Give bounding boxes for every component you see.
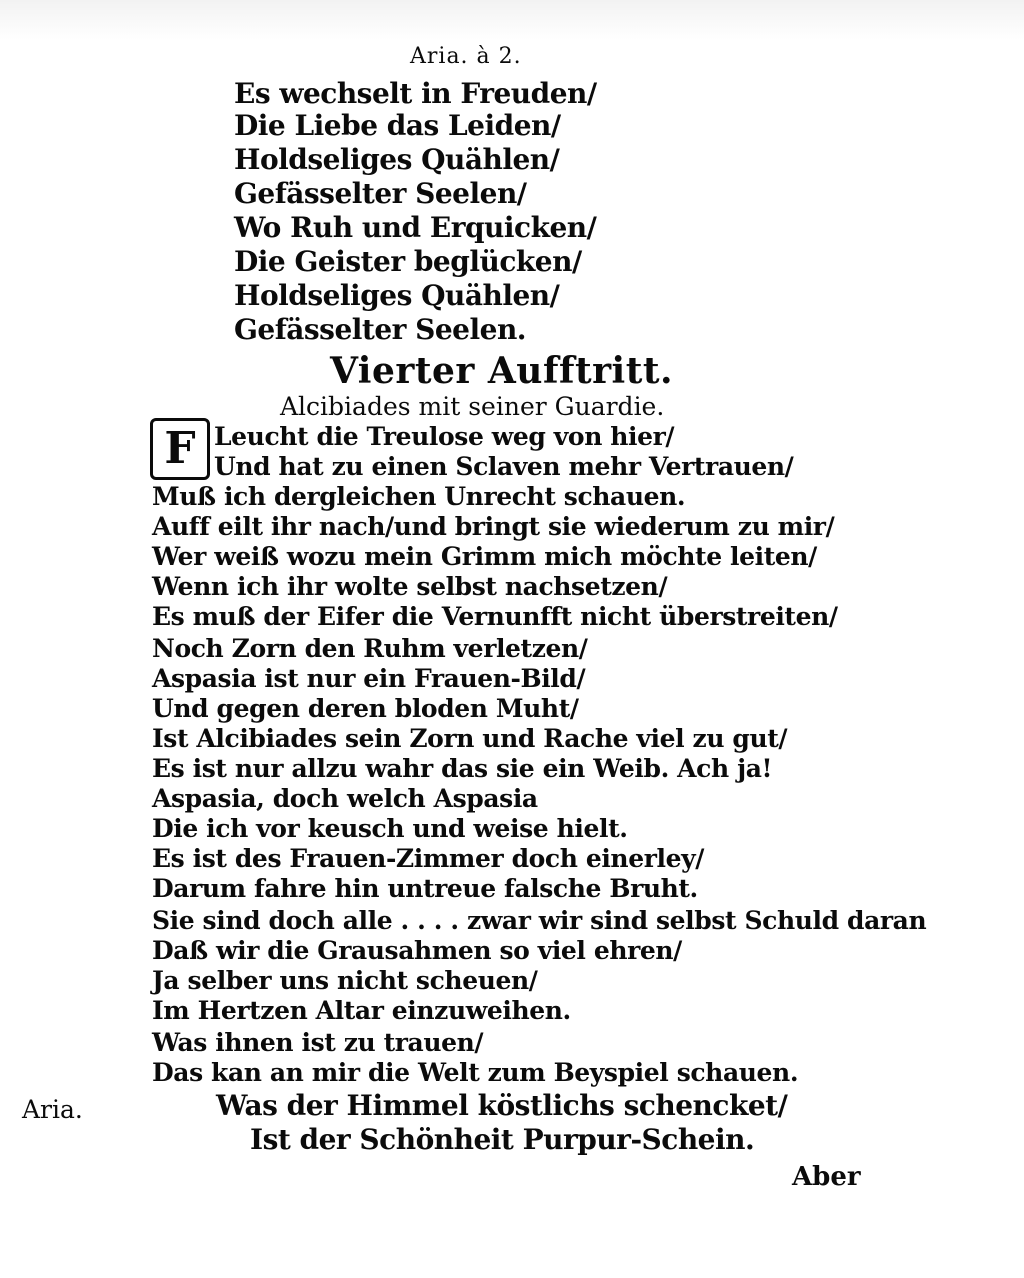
verse-line: Ist der Schönheit Purpur-Schein. (250, 1123, 755, 1156)
dialogue-line: Das kan an mir die Welt zum Beyspiel schauen. (152, 1058, 799, 1087)
verse-line: Wo Ruh und Erquicken/ (234, 211, 597, 244)
dialogue-line: Ist Alcibiades sein Zorn und Rache viel zu gut/ (152, 724, 788, 753)
scene-title: Vierter Aufftritt. (330, 350, 674, 392)
page-shadow (0, 0, 1024, 40)
verse-line: Was der Himmel köstlichs schencket/ (216, 1089, 788, 1122)
dialogue-line: Leucht die Treulose weg von hier/ (214, 422, 675, 451)
scene-subtitle: Alcibiades mit seiner Guardie. (280, 392, 665, 421)
verse-line: Die Geister beglücken/ (234, 245, 582, 278)
dialogue-line: Und gegen deren bloden Muht/ (152, 694, 579, 723)
dialogue-line: Darum fahre hin untreue falsche Bruht. (152, 874, 698, 903)
dialogue-line: Im Hertzen Altar einzuweihen. (152, 996, 571, 1025)
dialogue-line: Muß ich dergleichen Unrecht schauen. (152, 482, 686, 511)
verse-line: Holdseliges Quählen/ (234, 143, 560, 176)
dialogue-line: Ja selber uns nicht scheuen/ (152, 966, 538, 995)
dialogue-line: Und hat zu einen Sclaven mehr Vertrauen/ (214, 452, 794, 481)
dialogue-line: Sie sind doch alle . . . . zwar wir sind selbst Schuld daran (152, 906, 927, 935)
aria-heading: Aria. à 2. (410, 44, 522, 69)
verse-line: Gefässelter Seelen. (234, 313, 527, 346)
verse-line: Holdseliges Quählen/ (234, 279, 560, 312)
verse-line: Es wechselt in Freuden/ (234, 77, 597, 110)
dialogue-line: Wer weiß wozu mein Grimm mich möchte leiten/ (152, 542, 817, 571)
dialogue-line: Es muß der Eifer die Vernunfft nicht überstreiten/ (152, 602, 838, 631)
dialogue-line: Auff eilt ihr nach/und bringt sie wiederum zu mir/ (152, 512, 835, 541)
dialogue-line: Wenn ich ihr wolte selbst nachsetzen/ (152, 572, 668, 601)
dialogue-line: Es ist nur allzu wahr das sie ein Weib. Ach ja! (152, 754, 773, 783)
catchword: Aber (792, 1162, 861, 1192)
dialogue-line: Daß wir die Grausahmen so viel ehren/ (152, 936, 682, 965)
dialogue-line: Die ich vor keusch und weise hielt. (152, 814, 628, 843)
dialogue-line: Noch Zorn den Ruhm verletzen/ (152, 634, 588, 663)
drop-capital: F (150, 418, 210, 480)
dialogue-line: Was ihnen ist zu trauen/ (152, 1028, 484, 1057)
dialogue-line: Es ist des Frauen-Zimmer doch einerley/ (152, 844, 704, 873)
verse-line: Die Liebe das Leiden/ (234, 109, 561, 142)
dialogue-line: Aspasia, doch welch Aspasia (152, 784, 538, 813)
dialogue-line: Aspasia ist nur ein Frauen-Bild/ (152, 664, 586, 693)
verse-line: Gefässelter Seelen/ (234, 177, 527, 210)
margin-aria-label: Aria. (22, 1095, 83, 1124)
